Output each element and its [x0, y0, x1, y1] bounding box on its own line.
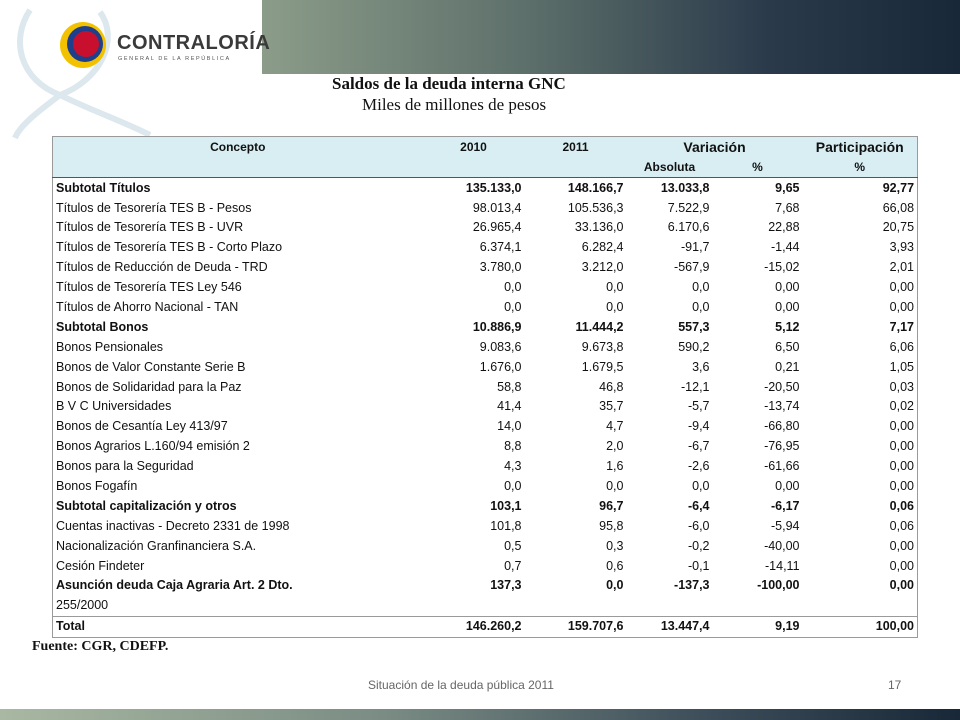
- cell-pct: 7,68: [775, 200, 800, 215]
- header-absoluta: Absoluta: [627, 157, 713, 178]
- cell-abs: -6,7: [687, 439, 710, 454]
- cell-part: 0,00: [889, 578, 915, 593]
- cell-v2010: 0,0: [504, 479, 522, 494]
- cell-v2010: 135.133,0: [423, 178, 525, 198]
- cell-part: 0,00: [889, 558, 915, 573]
- cell-part: 92,77: [803, 178, 918, 198]
- cell-concepto: Bonos de Valor Constante Serie B: [56, 359, 246, 374]
- cell-abs: 7.522,9: [667, 200, 710, 215]
- header-participacion: Participación: [803, 137, 918, 158]
- cell-part: 20,75: [882, 220, 915, 235]
- cell-pct: 9,65: [713, 178, 803, 198]
- table-row: [53, 357, 918, 377]
- cell-v2011: 9.673,8: [581, 339, 624, 354]
- cell-abs: -91,7: [681, 240, 710, 255]
- cell-v2011: 96,7: [599, 498, 624, 513]
- cell-v2010: 0,5: [504, 538, 522, 553]
- table-row: [53, 437, 918, 457]
- cell-v2011: 11.444,2: [575, 319, 624, 334]
- cell-concepto: Subtotal capitalización y otros: [56, 498, 237, 513]
- table-row: [53, 516, 918, 536]
- cell-v2011: 0,0: [606, 280, 624, 295]
- table-row: [53, 377, 918, 397]
- cell-v2011: 35,7: [599, 399, 624, 414]
- cell-v2011: [525, 596, 627, 616]
- cell-pct: -76,95: [764, 439, 800, 454]
- table-row: [53, 397, 918, 417]
- cell-abs: -9,4: [687, 419, 710, 434]
- cell-v2011: 105.536,3: [567, 200, 624, 215]
- cell-concepto: Títulos de Tesorería TES Ley 546: [56, 280, 242, 295]
- cell-v2010: 8,8: [504, 439, 522, 454]
- cell-v2010: 4,3: [504, 459, 522, 474]
- cell-part: 0,00: [889, 538, 915, 553]
- cell-concepto: Bonos Pensionales: [56, 339, 164, 354]
- cell-v2010: 3.780,0: [479, 260, 522, 275]
- cell-concepto: Subtotal Títulos: [53, 178, 423, 198]
- cell-abs: -6,0: [687, 518, 710, 533]
- header-var-pct: %: [713, 157, 803, 178]
- cell-v2010: 137,3: [490, 578, 522, 593]
- page-title: Saldos de la deuda interna GNC: [332, 74, 566, 93]
- table-row: [53, 596, 918, 616]
- cell-abs: -0,1: [687, 558, 710, 573]
- logo-name: CONTRALORÍA: [117, 32, 271, 54]
- header-variacion: Variación: [627, 137, 803, 158]
- cell-abs: -6,4: [687, 498, 710, 513]
- cell-pct: 9,19: [713, 616, 803, 637]
- header-concepto: Concepto: [53, 137, 423, 158]
- cell-pct: -61,66: [764, 459, 800, 474]
- cell-pct: -100,00: [757, 578, 800, 593]
- table-row: [53, 556, 918, 576]
- cell-abs: 13.033,8: [627, 178, 713, 198]
- cell-concepto: Títulos de Ahorro Nacional - TAN: [56, 300, 239, 314]
- cell-pct: -5,94: [771, 518, 800, 533]
- cell-v2011: 6.282,4: [581, 240, 624, 255]
- table-row: [53, 317, 918, 337]
- cell-pct: 0,21: [775, 359, 800, 374]
- cell-pct: -13,74: [764, 399, 800, 414]
- cell-part: 3,93: [889, 240, 915, 255]
- cell-v2010: 26.965,4: [472, 220, 522, 235]
- cell-concepto: Títulos de Tesorería TES B - Corto Plazo: [56, 240, 283, 255]
- cell-v2010: 6.374,1: [479, 240, 522, 255]
- cell-abs: 6.170,6: [667, 220, 710, 235]
- cell-pct: 0,00: [775, 300, 800, 314]
- cell-concepto: Total: [53, 616, 423, 637]
- cell-v2010: 41,4: [497, 399, 522, 414]
- cell-part: 1,05: [889, 359, 915, 374]
- cell-abs: 0,0: [692, 280, 710, 295]
- table-row: [53, 417, 918, 437]
- table-row: [53, 337, 918, 357]
- cell-v2010: 0,7: [504, 558, 522, 573]
- cell-v2011: 2,0: [606, 439, 624, 454]
- cell-concepto: Subtotal Bonos: [56, 319, 149, 334]
- cell-pct: 0,00: [775, 280, 800, 295]
- cell-part: [803, 596, 918, 616]
- cell-part: 0,06: [889, 498, 915, 513]
- cell-part: 0,00: [889, 300, 915, 314]
- cell-v2011: 3.212,0: [581, 260, 624, 275]
- cell-concepto: Bonos de Cesantía Ley 413/97: [56, 419, 228, 434]
- cell-abs: 13.447,4: [627, 616, 713, 637]
- cell-v2010: 0,0: [504, 280, 522, 295]
- cell-abs: -567,9: [674, 260, 710, 275]
- cell-part: 7,17: [889, 319, 915, 334]
- cell-v2011: 1,6: [606, 459, 624, 474]
- cell-concepto: Asunción deuda Caja Agraria Art. 2 Dto.: [56, 578, 293, 593]
- cell-abs: 3,6: [692, 359, 710, 374]
- table-row: [53, 218, 918, 238]
- cell-v2010: [423, 596, 525, 616]
- table-row: [53, 457, 918, 477]
- cell-concepto: Bonos Fogafín: [56, 479, 138, 494]
- cell-abs: -12,1: [681, 379, 710, 394]
- cell-concepto: Nacionalización Granfinanciera S.A.: [56, 538, 257, 553]
- page-subtitle: Miles de millones de pesos: [362, 95, 547, 114]
- cell-v2011: 0,6: [606, 558, 624, 573]
- cell-concepto: Bonos de Solidaridad para la Paz: [56, 379, 242, 394]
- header-2010: 2010: [423, 137, 525, 158]
- cell-concepto: 255/2000: [56, 598, 109, 613]
- header-part-pct: %: [803, 157, 918, 178]
- cell-concepto: Títulos de Tesorería TES B - Pesos: [56, 200, 252, 215]
- cell-pct: 22,88: [768, 220, 800, 235]
- cell-pct: 6,50: [775, 339, 800, 354]
- cell-v2011: 0,0: [606, 300, 624, 314]
- cell-v2011: 1.679,5: [581, 359, 624, 374]
- cell-concepto: Cesión Findeter: [56, 558, 145, 573]
- cell-part: 0,00: [889, 459, 915, 474]
- cell-part: 0,00: [889, 439, 915, 454]
- cell-v2010: 10.886,9: [472, 319, 522, 334]
- cell-v2011: 148.166,7: [525, 178, 627, 198]
- cell-concepto: Títulos de Reducción de Deuda - TRD: [56, 260, 268, 275]
- table-row: [53, 496, 918, 516]
- cell-v2011: 95,8: [599, 518, 624, 533]
- cell-v2010: 98.013,4: [472, 200, 522, 215]
- cell-pct: 0,00: [775, 479, 800, 494]
- table-row: [53, 576, 918, 596]
- cell-abs: [627, 596, 713, 616]
- cell-part: 0,03: [889, 379, 915, 394]
- cell-v2010: 14,0: [497, 419, 522, 434]
- table-row: [53, 477, 918, 497]
- cell-v2011: 4,7: [606, 419, 624, 434]
- cell-pct: -14,11: [765, 558, 800, 573]
- cell-part: 6,06: [889, 339, 915, 354]
- cell-v2011: 46,8: [599, 379, 624, 394]
- cell-v2010: 103,1: [490, 498, 522, 513]
- cell-part: 100,00: [803, 616, 918, 637]
- cell-pct: -15,02: [764, 260, 800, 275]
- cell-abs: 557,3: [678, 319, 710, 334]
- cell-v2010: 58,8: [497, 379, 522, 394]
- cell-abs: 0,0: [692, 300, 710, 314]
- table-row: [53, 536, 918, 556]
- page-number: 17: [888, 678, 902, 692]
- table-row: [53, 238, 918, 258]
- cell-pct: 5,12: [775, 319, 800, 334]
- cell-concepto: B V C Universidades: [56, 399, 172, 414]
- cell-v2011: 33.136,0: [574, 220, 624, 235]
- cell-pct: -40,00: [764, 538, 800, 553]
- table-row: [53, 178, 918, 198]
- table-row: [53, 258, 918, 278]
- cell-pct: -1,44: [771, 240, 800, 255]
- source-note: Fuente: CGR, CDEFP.: [32, 639, 169, 654]
- cell-part: 0,02: [889, 399, 915, 414]
- table-row: [53, 616, 918, 637]
- cell-v2010: 146.260,2: [423, 616, 525, 637]
- cell-v2010: 0,0: [504, 300, 522, 314]
- cell-concepto: Bonos para la Seguridad: [56, 459, 194, 474]
- cell-abs: 590,2: [678, 339, 710, 354]
- cell-part: 0,00: [889, 479, 915, 494]
- cell-pct: -20,50: [764, 379, 800, 394]
- table-header-row: [53, 137, 918, 158]
- cell-part: 2,01: [889, 260, 915, 275]
- table-row: [53, 198, 918, 218]
- cell-v2010: 9.083,6: [479, 339, 522, 354]
- logo-subtitle: GENERAL DE LA REPÚBLICA: [118, 56, 231, 62]
- header-2011: 2011: [525, 137, 627, 158]
- cell-pct: -6,17: [771, 498, 800, 513]
- cell-v2011: 0,0: [606, 479, 624, 494]
- cell-concepto: Bonos Agrarios L.160/94 emisión 2: [56, 439, 250, 454]
- cell-pct: [713, 596, 803, 616]
- cell-concepto: Cuentas inactivas - Decreto 2331 de 1998: [56, 518, 290, 533]
- cell-concepto: Títulos de Tesorería TES B - UVR: [56, 220, 244, 235]
- debt-table: [52, 136, 918, 638]
- contraloria-emblem-icon: [58, 20, 108, 70]
- cell-v2011: 0,3: [606, 538, 624, 553]
- cell-abs: -0,2: [687, 538, 710, 553]
- cell-abs: -5,7: [687, 399, 710, 414]
- cell-part: 0,06: [889, 518, 915, 533]
- cell-v2010: 101,8: [490, 518, 522, 533]
- cell-part: 0,00: [889, 419, 915, 434]
- cell-v2010: 1.676,0: [479, 359, 522, 374]
- cell-pct: -66,80: [764, 419, 800, 434]
- table-row: [53, 298, 918, 318]
- table-row: [53, 278, 918, 298]
- cell-v2011: 0,0: [606, 578, 624, 593]
- cell-part: 0,00: [889, 280, 915, 295]
- cell-part: 66,08: [882, 200, 915, 215]
- cell-v2011: 159.707,6: [525, 616, 627, 637]
- footer-title: Situación de la deuda pública 2011: [368, 678, 554, 692]
- cell-abs: -2,6: [687, 459, 710, 474]
- cell-abs: 0,0: [692, 479, 710, 494]
- cell-abs: -137,3: [674, 578, 710, 593]
- table-subheader-row: [53, 157, 918, 178]
- footer-band: [0, 709, 960, 720]
